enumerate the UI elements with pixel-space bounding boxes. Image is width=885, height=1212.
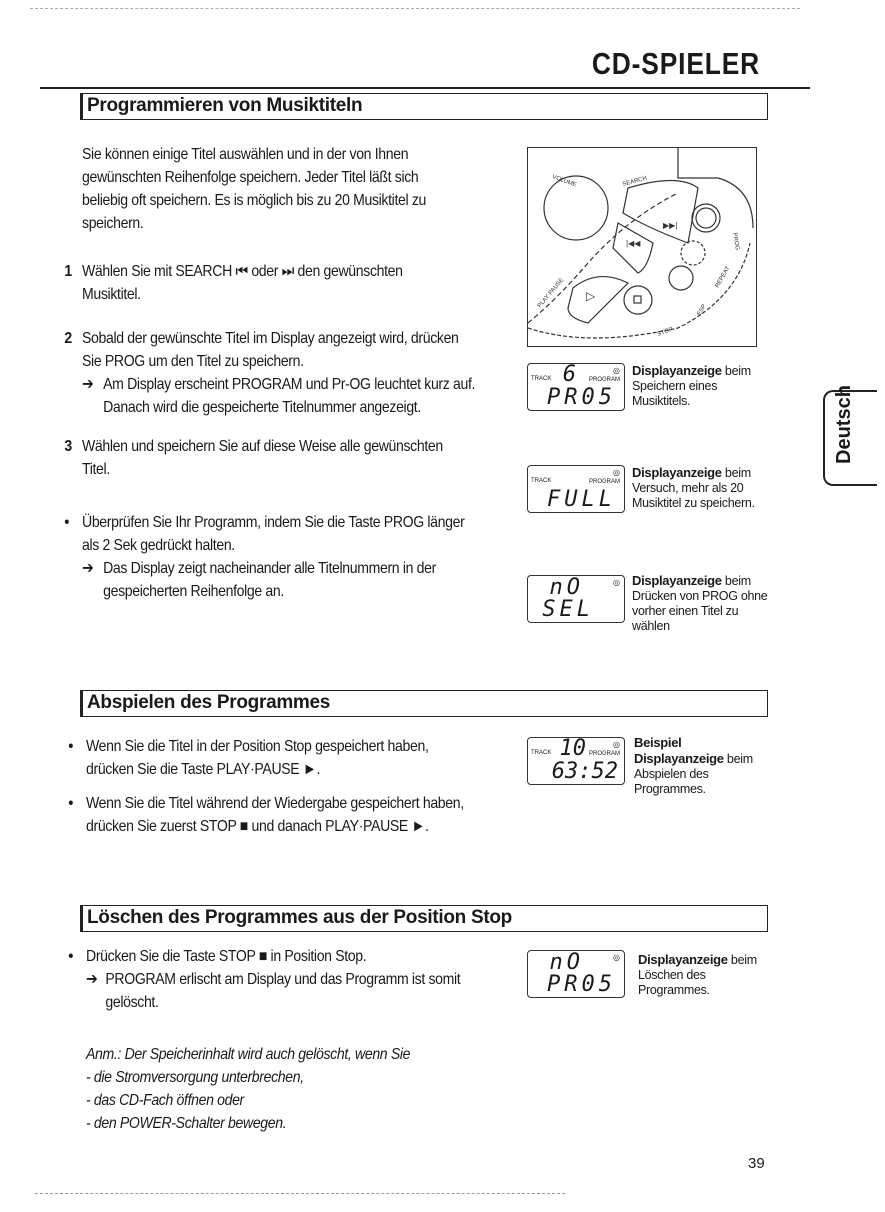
- text-line: Titel.: [82, 461, 110, 478]
- text-line: gespeicherten Reihenfolge an.: [103, 583, 284, 600]
- bullet-play-stop: [68, 735, 429, 781]
- text-line: Das Display zeigt nacheinander alle Titelnummern in der: [103, 560, 436, 577]
- lcd-bottom-digits: PR05: [547, 972, 616, 997]
- lcd-top-digits: 10: [559, 736, 586, 761]
- esp-label: ESP: [696, 303, 708, 317]
- caption-text: beim: [726, 752, 753, 766]
- bullet-delete: [68, 945, 461, 1014]
- lcd-bottom-digits: SEL: [542, 597, 594, 622]
- page-number: 39: [748, 1155, 765, 1172]
- lcd-top-digits: 6: [562, 362, 580, 387]
- track-indicator: TRACK: [531, 750, 552, 756]
- cd-icon: ◎: [613, 953, 620, 962]
- section-heading: Abspielen des Programmes: [87, 692, 331, 713]
- caption-text: Musiktitels.: [632, 394, 691, 408]
- text-line: Sobald der gewünschte Titel im Display angezeigt wird, drücken: [82, 330, 459, 347]
- result-line: [86, 968, 460, 991]
- search-label: SEARCH: [621, 175, 648, 188]
- arrow-icon: ➔: [82, 560, 94, 577]
- volume-label: VOLUME: [551, 174, 578, 189]
- scan-artifact-line: [35, 1193, 565, 1194]
- program-indicator: PROGRAM: [588, 751, 620, 757]
- text-line: Drücken Sie die Taste STOP ■ in Position Stop.: [86, 948, 367, 965]
- text-line: Wenn Sie die Titel in der Position Stop gespeichert haben,: [86, 738, 429, 755]
- caption-text: Löschen des: [638, 968, 706, 982]
- result-line: [82, 557, 464, 580]
- header-rule: [40, 87, 810, 89]
- text-line: gewünschten Reihenfolge speichern. Jeder Titel läßt sich: [82, 169, 419, 186]
- section-heading: Programmieren von Musiktiteln: [87, 95, 363, 116]
- caption-text: beim: [724, 364, 751, 378]
- cd-icon: ◎: [613, 740, 620, 749]
- language-tab-label: Deutsch: [833, 385, 855, 464]
- display-caption: [632, 465, 755, 511]
- page-title: CD-SPIELER: [591, 46, 760, 81]
- caption-text: Drücken von PROG ohne: [632, 589, 768, 603]
- caption-bold: Displayanzeige: [634, 751, 724, 766]
- caption-bold: Displayanzeige: [632, 465, 722, 480]
- text-line: beliebig oft speichern. Es is möglich bis zu 20 Musiktitel zu: [82, 192, 426, 209]
- prog-label: PROG: [731, 232, 741, 251]
- program-indicator: PROGRAM: [588, 479, 620, 485]
- text-line: als 2 Sek gedrückt halten.: [82, 537, 235, 554]
- device-control-panel-icon: [528, 148, 756, 346]
- text-line: speichern.: [82, 215, 144, 232]
- section-heading-box: [80, 905, 768, 932]
- lcd-display-no-prog: [527, 950, 625, 998]
- caption-title: Beispiel: [634, 735, 682, 750]
- scan-artifact-line: [30, 8, 800, 9]
- caption-bold: Displayanzeige: [638, 952, 728, 967]
- bullet-icon: •: [68, 948, 73, 965]
- section-heading-box: [80, 690, 768, 717]
- text-line: Anm.: Der Speicherinhalt wird auch gelöscht, wenn Sie: [86, 1046, 411, 1063]
- caption-text: wählen: [632, 619, 670, 633]
- lcd-top-digits: nO: [549, 575, 584, 600]
- text-line: Am Display erscheint PROGRAM und Pr-OG leuchtet kurz auf.: [103, 376, 476, 393]
- text-line: PROGRAM erlischt am Display und das Programm ist somit: [105, 971, 461, 988]
- caption-bold: Displayanzeige: [632, 363, 722, 378]
- note: [86, 1043, 410, 1135]
- lcd-bottom-digits: FULL: [547, 487, 616, 512]
- bullet-play-during: [68, 792, 464, 838]
- display-caption: [632, 363, 751, 409]
- text-line: Wählen Sie mit SEARCH ⏮ oder ⏭ den gewünschten: [82, 263, 403, 280]
- text-line: - den POWER-Schalter bewegen.: [86, 1115, 287, 1132]
- text-line: drücken Sie zuerst STOP ■ und danach PLAY·PAUSE ►.: [86, 818, 429, 835]
- play-pause-label: PLAY·PAUSE: [536, 277, 566, 310]
- arrow-icon: ➔: [86, 971, 98, 988]
- display-caption: [632, 573, 767, 634]
- bullet-icon: •: [68, 738, 73, 755]
- intro-paragraph: [82, 143, 426, 235]
- step-3: [64, 435, 443, 481]
- track-indicator: TRACK: [531, 376, 552, 382]
- caption-text: beim: [730, 953, 757, 967]
- lcd-display-stored: [527, 363, 625, 411]
- caption-bold: Displayanzeige: [632, 573, 722, 588]
- text-line: drücken Sie die Taste PLAY·PAUSE ►.: [86, 761, 321, 778]
- lcd-top-digits: nO: [549, 950, 584, 975]
- cd-icon: ◎: [613, 366, 620, 375]
- step-2: [64, 327, 476, 419]
- text-line: Wählen und speichern Sie auf diese Weise alle gewünschten: [82, 438, 443, 455]
- text-line: Wenn Sie die Titel während der Wiedergabe gespeichert haben,: [86, 795, 464, 812]
- text-line: gelöscht.: [105, 994, 159, 1011]
- bullet-icon: •: [64, 514, 69, 531]
- text-line: - das CD-Fach öffnen oder: [86, 1092, 244, 1109]
- cd-icon: ◎: [613, 578, 620, 587]
- caption-text: Musiktitel zu speichern.: [632, 496, 755, 510]
- display-caption: [634, 735, 753, 797]
- section-heading: Löschen des Programmes aus der Position Stop: [87, 907, 512, 928]
- text-line: Überprüfen Sie Ihr Programm, indem Sie die Taste PROG länger: [82, 514, 465, 531]
- result-line: [82, 373, 475, 396]
- lcd-display-playing: [527, 737, 625, 785]
- caption-text: Speichern eines: [632, 379, 718, 393]
- caption-text: beim: [724, 574, 751, 588]
- repeat-label: REPEAT: [714, 265, 732, 289]
- text-line: Sie PROG um den Titel zu speichern.: [82, 353, 304, 370]
- step-number: 1: [64, 263, 72, 280]
- lcd-display-no-sel: [527, 575, 625, 623]
- arrow-icon: ➔: [82, 376, 94, 393]
- bullet-icon: •: [68, 795, 73, 812]
- stop-label: STOP: [656, 326, 674, 338]
- caption-text: beim: [724, 466, 751, 480]
- caption-text: vorher einen Titel zu: [632, 604, 739, 618]
- lcd-bottom-digits: PR05: [547, 385, 616, 410]
- step-1: [64, 260, 403, 306]
- step-number: 3: [64, 438, 72, 455]
- caption-text: Programmes.: [634, 782, 706, 796]
- text-line: - die Stromversorgung unterbrechen,: [86, 1069, 304, 1086]
- device-illustration: [527, 147, 757, 347]
- bullet-check-program: [64, 511, 465, 603]
- text-line: Musiktitel.: [82, 286, 141, 303]
- svg-text:▷: ▷: [586, 289, 596, 303]
- lcd-bottom-digits: 63:52: [551, 759, 618, 784]
- caption-text: Versuch, mehr als 20: [632, 481, 744, 495]
- section-heading-box: [80, 93, 768, 120]
- text-line: Danach wird die gespeicherte Titelnummer angezeigt.: [103, 399, 421, 416]
- cd-icon: ◎: [613, 468, 620, 477]
- step-number: 2: [64, 330, 72, 347]
- program-indicator: PROGRAM: [588, 377, 620, 383]
- track-indicator: TRACK: [531, 478, 552, 484]
- caption-text: Abspielen des: [634, 767, 709, 781]
- language-tab: [823, 385, 877, 486]
- lcd-display-full: [527, 465, 625, 513]
- caption-text: Programmes.: [638, 983, 710, 997]
- svg-text:▶▶|: ▶▶|: [663, 221, 678, 230]
- svg-text:|◀◀: |◀◀: [626, 239, 641, 248]
- display-caption: [638, 952, 757, 998]
- text-line: Sie können einige Titel auswählen und in der von Ihnen: [82, 146, 409, 163]
